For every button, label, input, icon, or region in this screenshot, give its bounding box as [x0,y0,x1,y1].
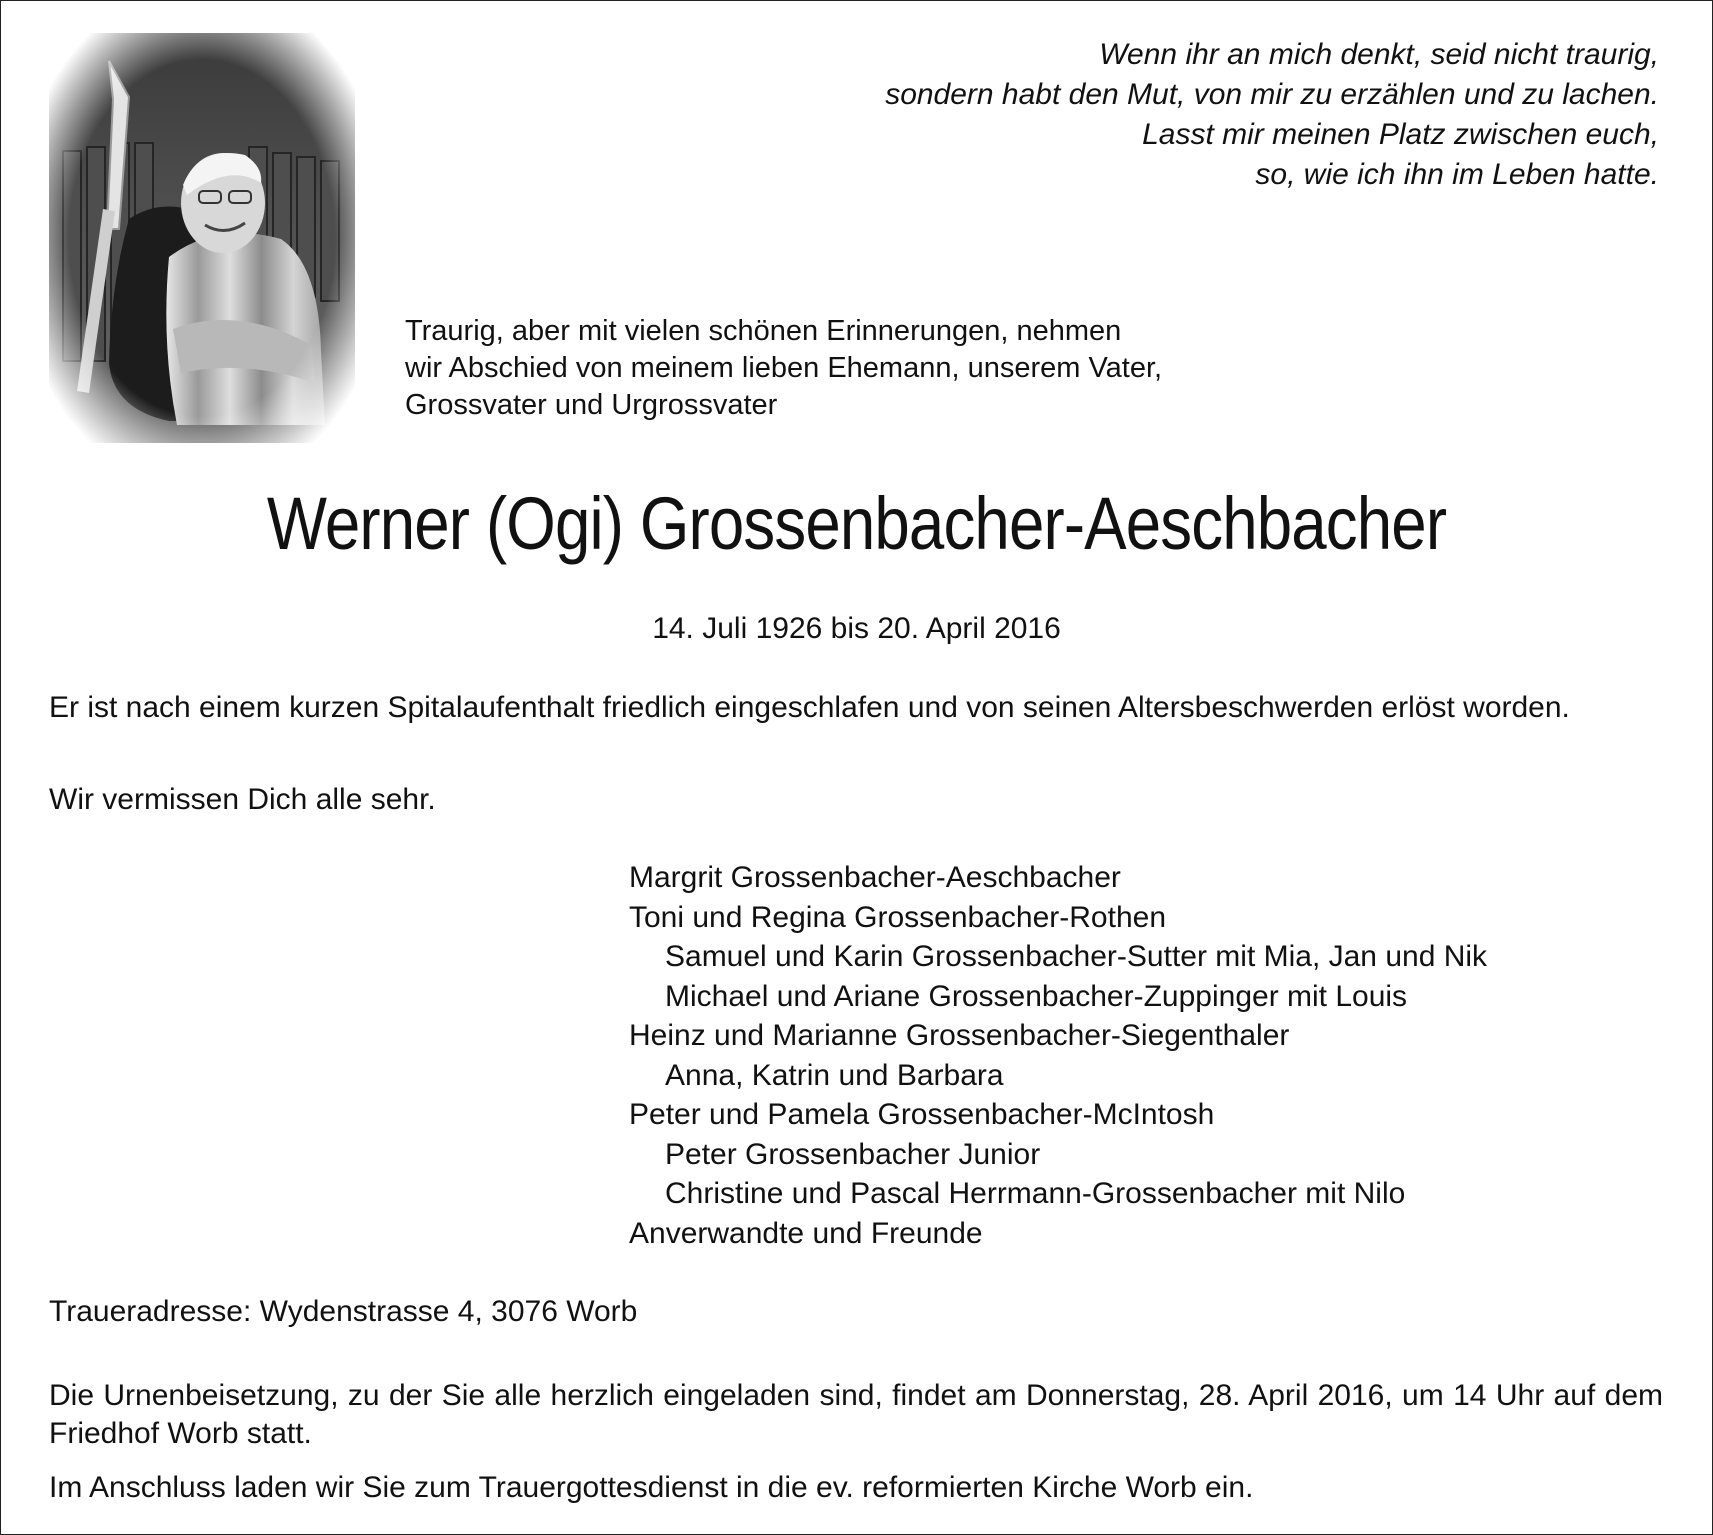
quote-line: Wenn ihr an mich denkt, seid nicht traurig, [1099,38,1659,71]
quote-line: sondern habt den Mut, von mir zu erzählen und zu lachen. [885,78,1659,111]
intro-text [405,313,1305,424]
life-dates: 14. Juli 1926 bis 20. April 2016 [652,612,1061,645]
intro-line: wir Abschied von meinem lieben Ehemann, unserem Vater, [405,352,1163,384]
mourners-list [629,858,1689,1253]
mourner-entry: Margrit Grossenbacher-Aeschbacher [629,861,1121,894]
mourning-address: Traueradresse: Wydenstrasse 4, 3076 Worb [49,1295,638,1328]
quote-line: so, wie ich ihn im Leben hatte. [1255,158,1659,191]
memorial-quote [759,35,1659,195]
deceased-name: Werner (Ogi) Grossenbacher-Aeschbacher [266,482,1447,565]
mourner-entry: Samuel und Karin Grossenbacher-Sutter mit Mia, Jan und Nik [665,940,1488,973]
message-paragraph: Er ist nach einem kurzen Spitalaufenthalt friedlich eingeschlafen und von seinen Altersbeschwerden erlöst worden. [49,691,1570,724]
mourner-entry: Toni und Regina Grossenbacher-Rothen [629,900,1166,934]
mourner-entry: Heinz und Marianne Grossenbacher-Siegenthaler [629,1019,1290,1052]
mourner-entry: Peter Grossenbacher Junior [665,1137,1041,1171]
mourner-entry: Peter und Pamela Grossenbacher-McIntosh [629,1098,1215,1131]
quote-line: Lasst mir meinen Platz zwischen euch, [1142,118,1659,151]
mourner-entry: Christine und Pascal Herrmann-Grossenbacher mit Nilo [665,1177,1406,1210]
intro-line: Traurig, aber mit vielen schönen Erinnerungen, nehmen [405,315,1122,347]
message-paragraph: Wir vermissen Dich alle sehr. [49,783,436,816]
mourner-entry: Anverwandte und Freunde [629,1216,983,1250]
mourner-entry: Michael und Ariane Grossenbacher-Zuppinger mit Louis [665,979,1408,1013]
mourner-entry: Anna, Katrin und Barbara [665,1058,1004,1092]
ceremony-paragraph: Im Anschluss laden wir Sie zum Trauergottesdienst in die ev. reformierten Kirche Worb ein. [49,1471,1254,1504]
ceremony-paragraph: Die Urnenbeisetzung, zu der Sie alle herzlich eingeladen sind, findet am Donnerstag, 28. April 2016, um 14 Uhr auf dem Friedhof Worb statt. [49,1379,1663,1450]
portrait-photo [49,33,355,443]
intro-line: Grossvater und Urgrossvater [405,389,778,421]
